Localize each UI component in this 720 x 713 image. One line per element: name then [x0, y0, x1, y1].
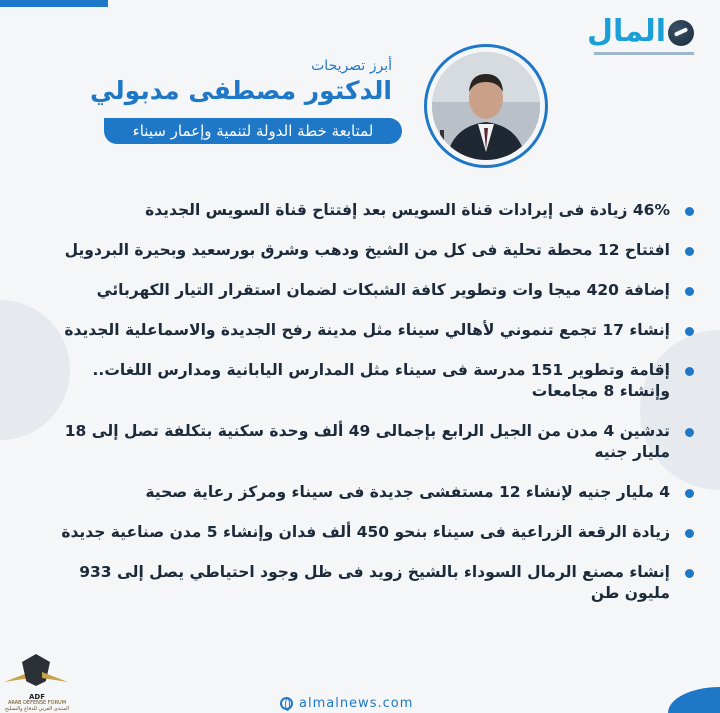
- statement-text: إنشاء 17 تجمع تنموني لأهالي سيناء مثل مدينة رفح الجديدة والاسماعلية الجديدة: [64, 321, 670, 339]
- statement-text: 4 مليار جنيه لإنشاء 12 مستفشى جديدة فى سيناء ومركز رعاية صحية: [145, 483, 670, 501]
- statement-text: إضافة 420 ميجا وات وتطوير كافة الشبكات لضمان استقرار التيار الكهربائي: [96, 281, 670, 299]
- website-link[interactable]: almalnews.com: [299, 695, 414, 711]
- bullet-dot-icon: [685, 529, 694, 538]
- corner-accent: [668, 687, 720, 713]
- footer: [280, 694, 413, 712]
- speaker-portrait: [432, 52, 540, 160]
- almal-logo: [587, 14, 694, 60]
- list-item: [40, 421, 694, 463]
- bullet-dot-icon: [685, 327, 694, 336]
- list-item: [40, 360, 694, 402]
- bullet-dot-icon: [685, 207, 694, 216]
- web-globe-icon: [280, 697, 293, 710]
- watermark-logo: [2, 654, 72, 712]
- list-item: [40, 522, 694, 543]
- header-subtitle: أبرز تصريحات: [311, 58, 392, 74]
- bullet-dot-icon: [685, 569, 694, 578]
- globe-icon: [668, 20, 694, 46]
- list-item: [40, 320, 694, 341]
- list-item: [40, 280, 694, 301]
- list-item: [40, 240, 694, 261]
- bullet-dot-icon: [685, 428, 694, 437]
- statement-text: زيادة الرقعة الزراعية فى سيناء بنحو 450 ألف فدان وإنشاء 5 مدن صناعية جديدة: [61, 523, 670, 541]
- header-title: الدكتور مصطفى مدبولي: [89, 76, 392, 105]
- shield-icon: [22, 654, 50, 686]
- logo-wordmark: المال: [587, 14, 666, 49]
- statement-text: تدشين 4 مدن من الجيل الرابع بإجمالى 49 ألف وحدة سكنية بتكلفة تصل إلى 18 مليار جنيه: [64, 422, 670, 461]
- watermark-text: [2, 694, 72, 712]
- top-accent-bar: [0, 0, 108, 7]
- watermark-top: ADF: [28, 693, 45, 701]
- list-item: [40, 562, 694, 604]
- statement-text: افتتاح 12 محطة تحلية فى كل من الشيخ ودهب وشرق بورسعيد وبحيرة البردويل: [64, 241, 670, 259]
- statement-text: 46% زيادة فى إيرادات قناة السويس بعد إفتتاح قناة السويس الجديدة: [145, 201, 670, 219]
- logo-tagline-strip: [594, 52, 694, 55]
- list-item: [40, 482, 694, 503]
- header-block: [90, 58, 392, 105]
- statement-text: إقامة وتطوير 151 مدرسة فى سيناء مثل المدارس اليابانية ومدارس اللغات.. وإنشاء 8 مجامعات: [92, 361, 670, 400]
- statement-text: إنشاء مصنع الرمال السوداء بالشيخ زويد فى ظل وجود احتياطي يصل إلى 933 مليون طن: [79, 563, 670, 602]
- statements-list: [40, 200, 694, 604]
- watermark-name: ARAB DEFENSE FORUM: [7, 700, 67, 706]
- bullet-dot-icon: [685, 247, 694, 256]
- header-ribbon: لمتابعة خطة الدولة لتنمية وإعمار سيناء: [104, 118, 402, 144]
- bullet-dot-icon: [685, 367, 694, 376]
- list-item: [40, 200, 694, 221]
- bullet-dot-icon: [685, 287, 694, 296]
- watermark-arabic: المنتدى العربي للدفاع والتسليح: [4, 706, 70, 712]
- bullet-dot-icon: [685, 489, 694, 498]
